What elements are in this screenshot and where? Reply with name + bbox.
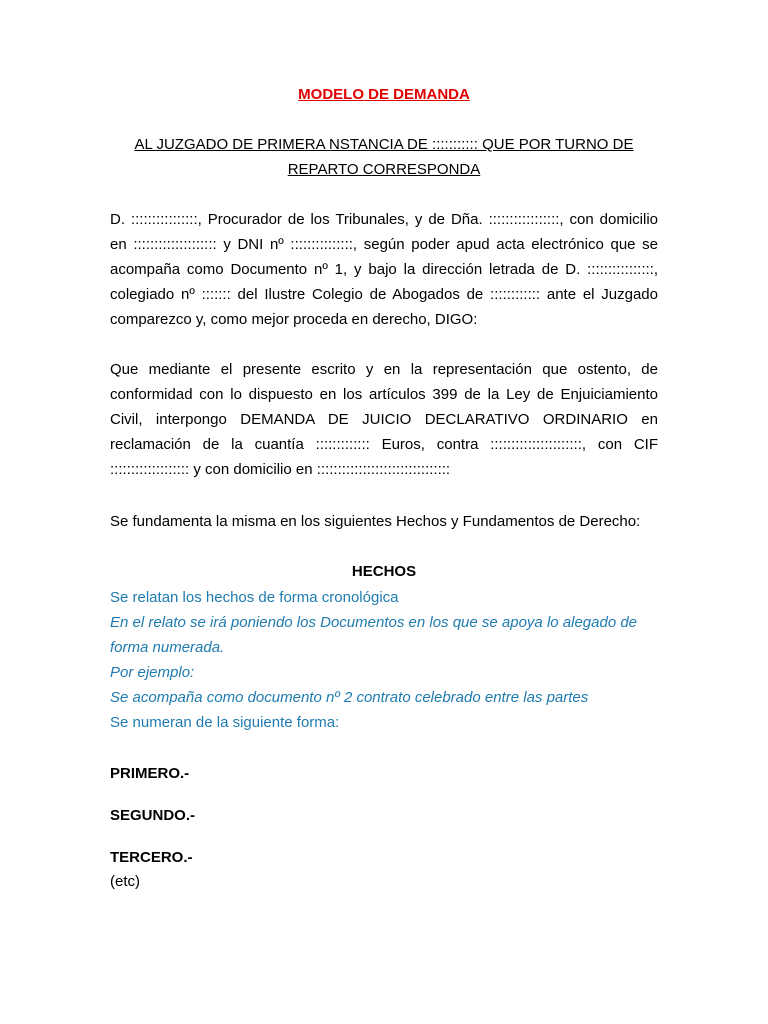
- section-heading-hechos: HECHOS: [351, 563, 417, 580]
- paragraph-claim: Que mediante el presente escrito y en la representación que ostento, de conformidad con lo dispuesto en los artículos 399 de la Ley de Enjuiciamiento Civil, interpongo DEMANDA DE JUICIO DECLARATIVO ORDINARIO en reclamación de la cuantía ::::::::::::: Euros, contra ::::::::::::::::::::::, con CIF ::::::::::::::::::: y con domicilio en ::::::::::::::::::::::::::::::::: [110, 361, 658, 478]
- numbered-item-primero: PRIMERO.-: [110, 765, 190, 782]
- etc-note: (etc): [110, 873, 140, 890]
- document-title: MODELO DE DEMANDA: [298, 86, 470, 103]
- instruction-line: Se numeran de la siguiente forma:: [110, 714, 340, 731]
- instruction-line: Por ejemplo:: [110, 664, 195, 681]
- instruction-line: En el relato se irá poniendo los Documentos en los que se apoya lo alegado de forma numerada.: [110, 614, 638, 656]
- instructions-list: [110, 585, 670, 735]
- instruction-line: Se relatan los hechos de forma cronológica: [110, 589, 399, 606]
- paragraph-appearance: D. ::::::::::::::::, Procurador de los Tribunales, y de Dña. :::::::::::::::::, con domicilio en :::::::::::::::::::: y DNI nº :::::::::::::::, según poder apud acta electrónico que se acompaña como Documento nº 1, y bajo la dirección letrada de D. ::::::::::::::::, colegiado nº ::::::: del Ilustre Colegio de Abogados de :::::::::::: ante el Juzgado comparezco y, como mejor proceda en derecho, DIGO:: [110, 211, 658, 328]
- instruction-line: Se acompaña como documento nº 2 contrato celebrado entre las partes: [110, 689, 589, 706]
- numbered-item-tercero: TERCERO.-: [110, 849, 193, 866]
- paragraph-grounds: Se fundamenta la misma en los siguientes Hechos y Fundamentos de Derecho:: [110, 513, 641, 530]
- numbered-item-segundo: SEGUNDO.-: [110, 807, 196, 824]
- court-addressee: AL JUZGADO DE PRIMERA NSTANCIA DE ::::::::::: QUE POR TURNO DE REPARTO CORRESPONDA: [134, 136, 634, 178]
